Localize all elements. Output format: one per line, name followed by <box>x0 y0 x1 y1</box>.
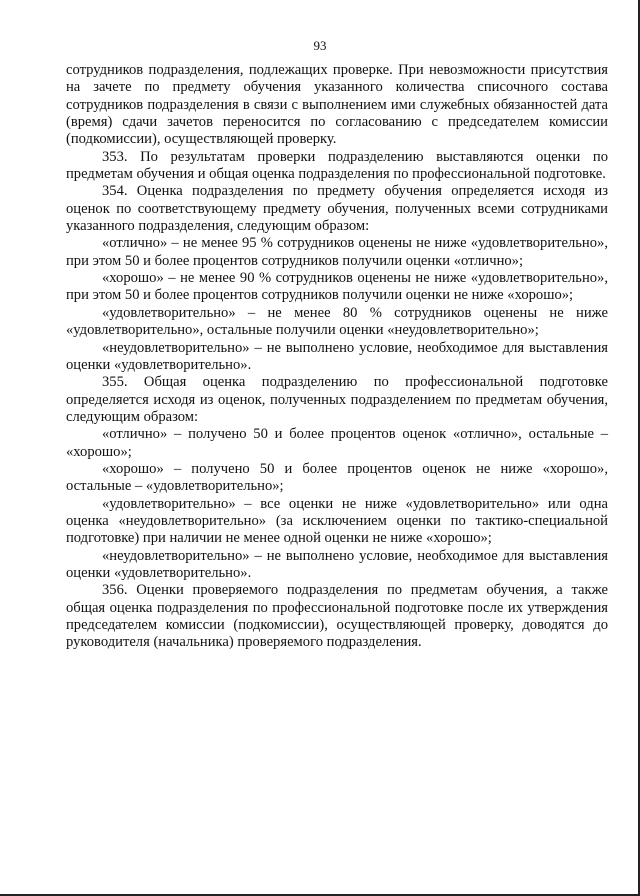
paragraph-355: 355. Общая оценка подразделению по профессиональной подготовке определяется исходя из оценок, полученных подразделением по предметам обучения, следующим образом: <box>66 374 608 425</box>
paragraph-355-excellent: «отлично» – получено 50 и более процентов оценок «отлично», остальные – «хорошо»; <box>66 426 608 460</box>
page-number: 93 <box>313 38 327 53</box>
paragraph-355-good: «хорошо» – получено 50 и более процентов оценок не ниже «хорошо», остальные – «удовлетворительно»; <box>66 460 608 495</box>
paragraph-354: 354. Оценка подразделения по предмету обучения определяется исходя из оценок по соответствующему предмету обучения, полученных всеми сотрудниками указанного подразделения, следующим образом: <box>66 183 608 235</box>
paragraph-continuation: сотрудников подразделения, подлежащих проверке. При невозможности присутствия на зачете по предмету обучения указанного количества списочного состава сотрудников подразделения в связи с выполнением ими служебных обязанностей дата (время) сдачи зачетов переносится по согласованию с председателем комиссии (подкомиссии), осуществляющей проверку. <box>66 62 608 148</box>
paragraph-354-satisfactory: «удовлетворительно» – не менее 80 % сотрудников оценены не ниже «удовлетворительно», остальные получили оценки «неудовлетворительно»; <box>66 304 608 339</box>
paragraph-353: 353. По результатам проверки подразделению выставляются оценки по предметам обучения и общая оценка подразделения по профессиональной подготовке. <box>66 148 608 183</box>
paragraph-355-satisfactory: «удовлетворительно» – все оценки не ниже «удовлетворительно» или одна оценка «неудовлетворительно» (за исключением оценки по тактико-специальной подготовке) при наличии не менее одной оценки не ниже «хорошо»; <box>66 495 608 547</box>
paragraph-356: 356. Оценки проверяемого подразделения по предметам обучения, а также общая оценка подразделения по профессиональной подготовке после их утверждения председателем комиссии (подкомиссии), осуществляющей проверку, доводятся до руководителя (начальника) проверяемого подразделения. <box>66 582 608 651</box>
paragraph-354-unsatisfactory: «неудовлетворительно» – не выполнено условие, необходимое для выставления оценки «удовлетворительно». <box>66 339 608 373</box>
paragraph-355-unsatisfactory: «неудовлетворительно» – не выполнено условие, необходимое для выставления оценки «удовлетворительно». <box>66 547 608 581</box>
paragraph-354-excellent: «отлично» – не менее 95 % сотрудников оценены не ниже «удовлетворительно», при этом 50 и более процентов сотрудников получили оценки «отлично»; <box>66 235 608 269</box>
document-body <box>66 62 608 652</box>
paragraph-354-good: «хорошо» – не менее 90 % сотрудников оценены не ниже «удовлетворительно», при этом 50 и более процентов сотрудников получили оценки не ниже «хорошо»; <box>66 270 608 304</box>
